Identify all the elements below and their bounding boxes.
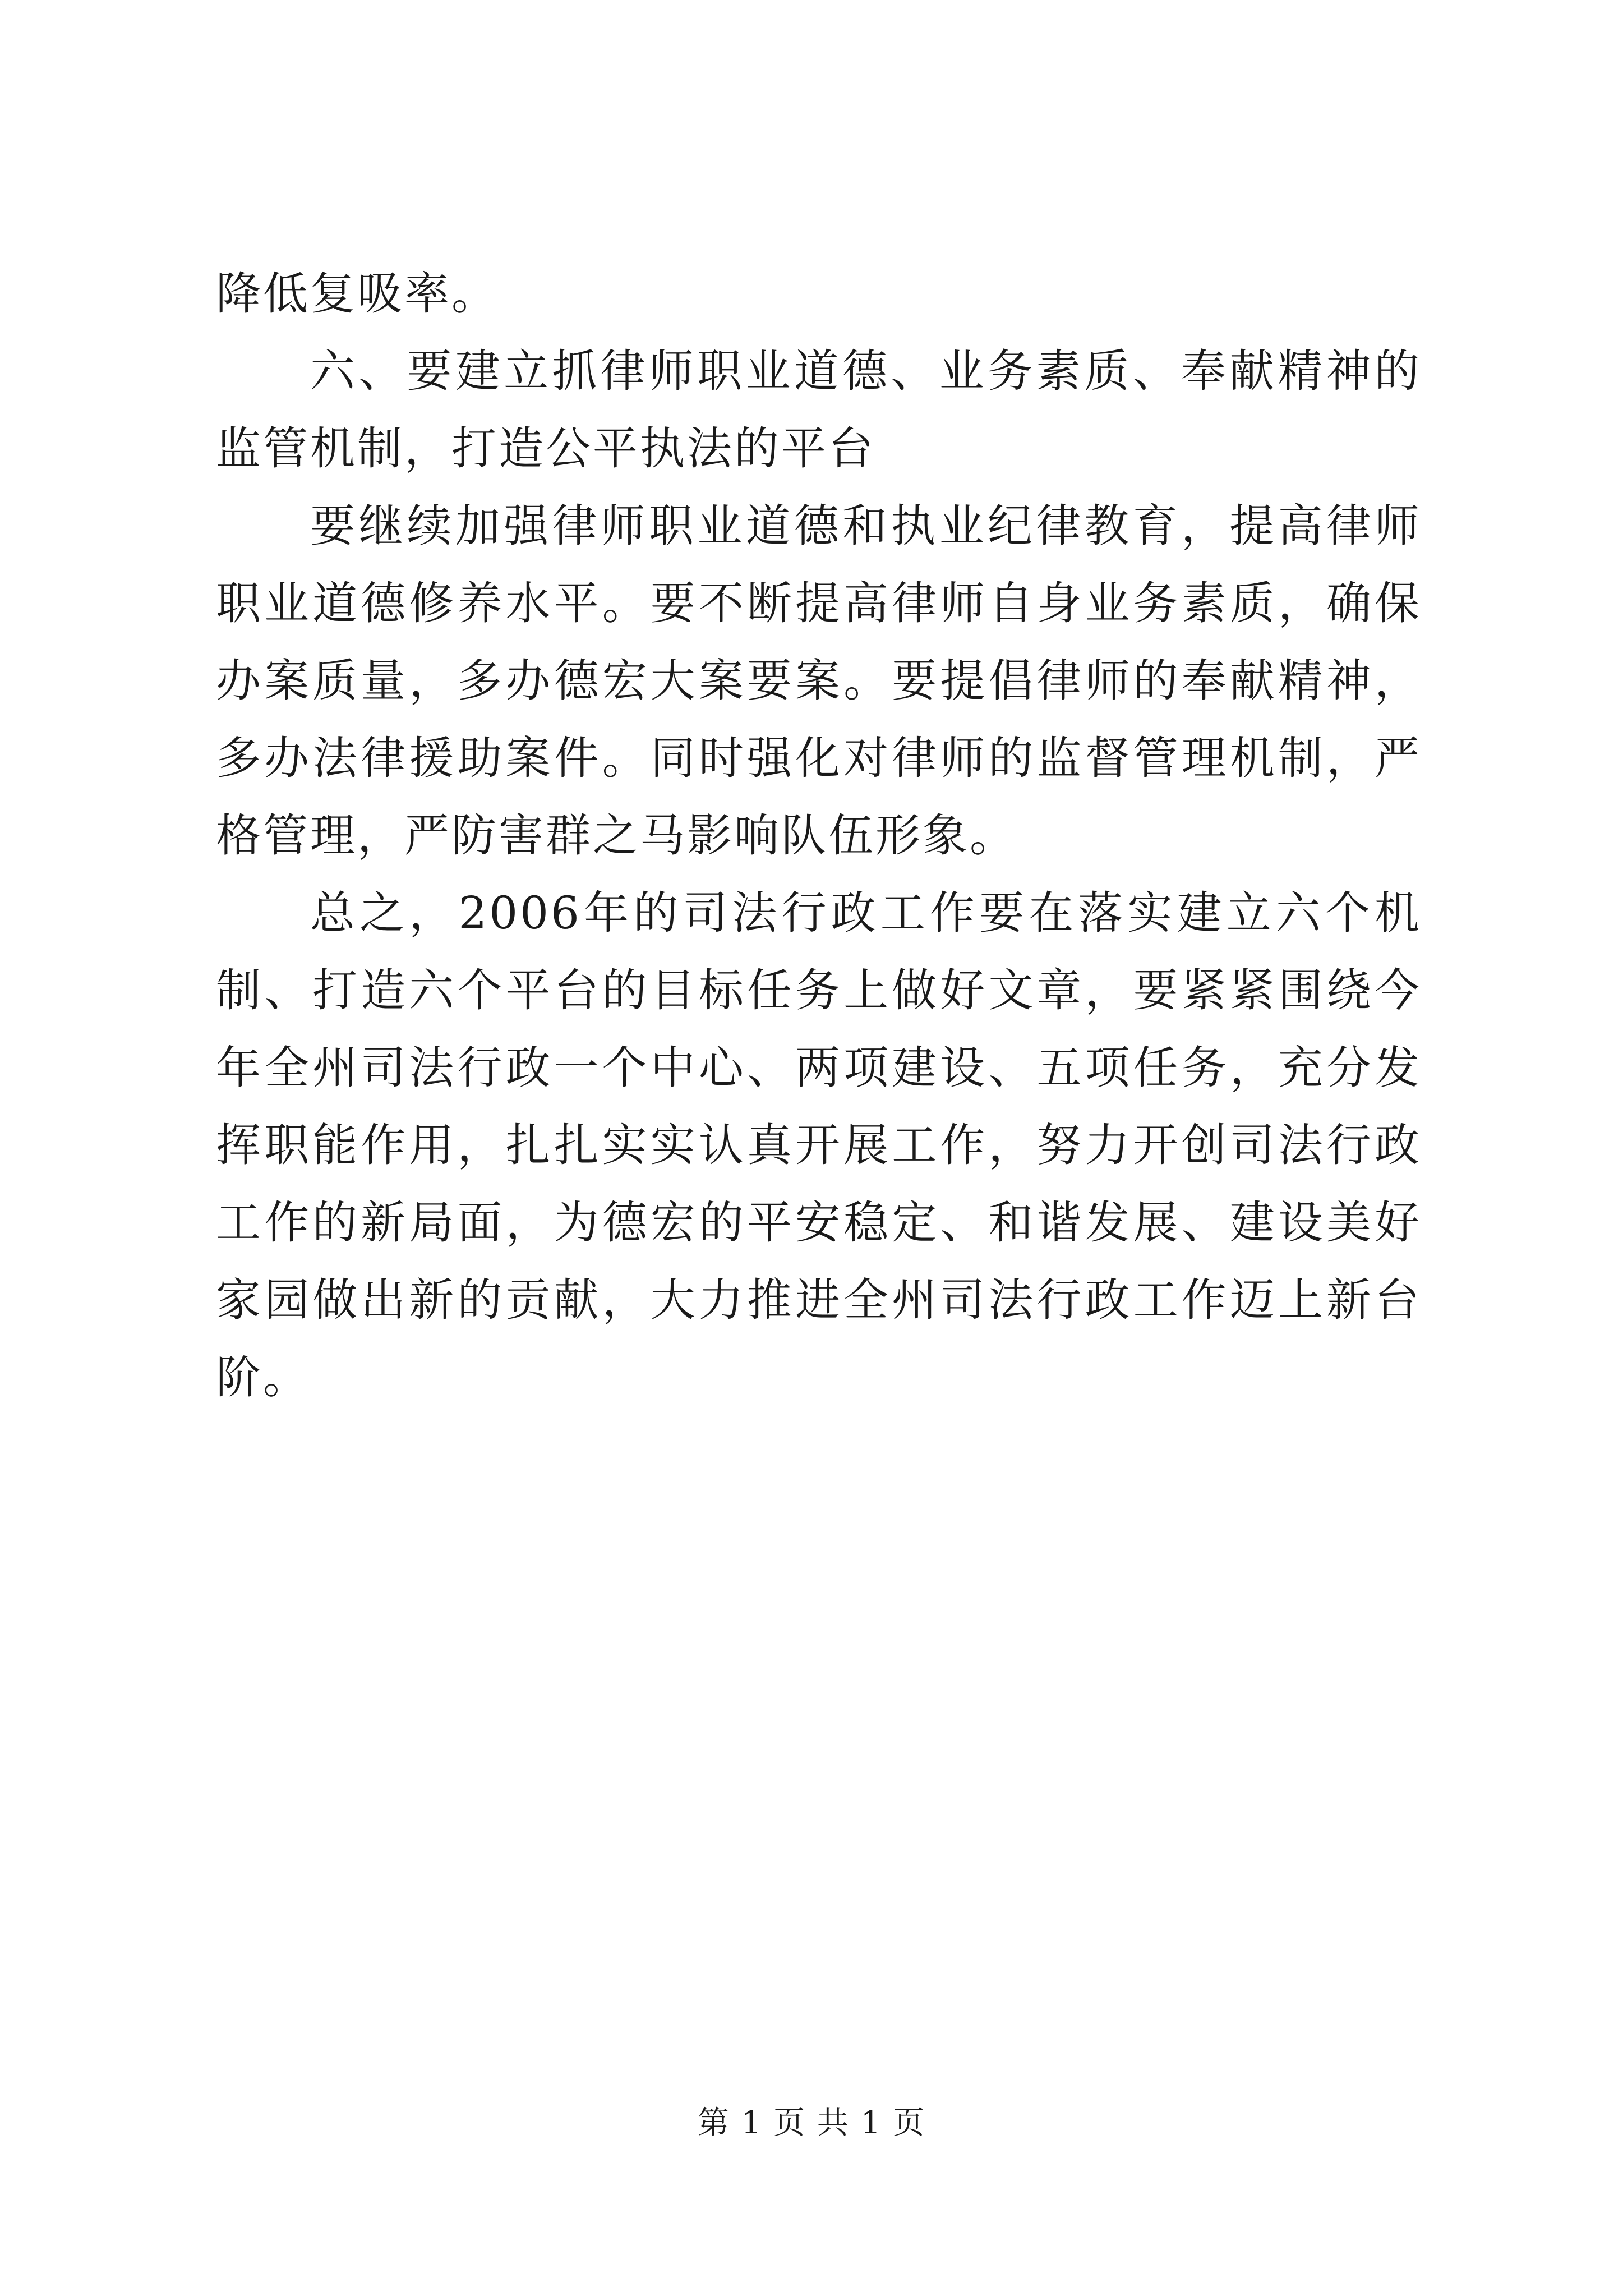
page-number-footer: 第 1 页 共 1 页 (697, 2105, 926, 2141)
document-body (216, 255, 1422, 1416)
paragraph: 要继续加强律师职业道德和执业纪律教育，提高律师职业道德修养水平。要不断提高律师自身业务素质，确保办案质量，多办德宏大案要案。要提倡律师的奉献精神，多办法律援助案件。同时强化对律师的监督管理机制，严格管理，严防害群之马影响队伍形象。 (216, 500, 1422, 862)
paragraph-continuation: 降低复吸率。 (216, 268, 499, 320)
section-heading: 六、要建立抓律师职业道德、业务素质、奉献精神的监管机制，打造公平执法的平台 (216, 345, 1422, 475)
paragraph-conclusion: 总之，2006年的司法行政工作要在落实建立六个机制、打造六个平台的目标任务上做好文章，要紧紧围绕今年全州司法行政一个中心、两项建设、五项任务，充分发挥职能作用，扎扎实实认真开展工作，努力开创司法行政工作的新局面，为德宏的平安稳定、和谐发展、建设美好家园做出新的贡献，大力推进全州司法行政工作迈上新台阶。 (216, 887, 1422, 1404)
